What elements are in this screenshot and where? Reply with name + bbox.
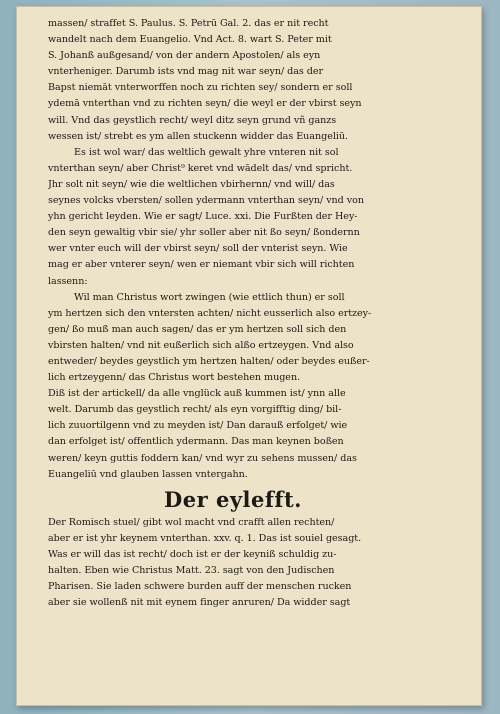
text-line: welt. Darumb das geystlich recht/ als eyn vorgifftig ding/ bil- — [48, 404, 342, 416]
text-line: weren/ keyn guttis foddern kan/ vnd wyr zu sehens mussen/ das — [48, 452, 357, 464]
text-line: massen/ straffet S. Paulus. S. Petrū Gal. 2. das er nit recht — [48, 18, 329, 29]
text-line: S. Johanß außgesand/ von der andern Apostolen/ als eyn — [48, 50, 321, 62]
text-line: wessen ist/ strebt es ym allen stuckenn widder das Euangeliū. — [48, 130, 348, 142]
text-line: aber sie wollenß nit mit eynem finger anruren/ Da widder sagt — [48, 597, 351, 609]
text-line: will. Vnd das geystlich recht/ weyl ditz seyn grund vñ ganzs — [48, 114, 337, 126]
text-line: ym hertzen sich den vntersten achten/ nicht eusserlich also ertzey- — [48, 307, 372, 319]
text-line: entweder/ beydes geystlich ym hertzen halten/ oder beydes eußer- — [48, 355, 370, 367]
text-line: Bapst niemāt vnterworffen noch zu richten sey/ sondern er soll — [48, 82, 353, 94]
text-line: Jhr solt nit seyn/ wie die weltlichen vbirhernn/ vnd will/ das — [48, 178, 335, 190]
text-line: lich ertzeygenn/ das Christus wort bestehen mugen. — [48, 372, 301, 384]
paragraph-2 — [48, 145, 418, 290]
text-line: Wil man Christus wort zwingen (wie ettlich thun) er soll — [74, 291, 345, 303]
text-line: Der Romisch stuel/ gibt wol macht vnd crafft allen rechten/ — [48, 516, 335, 528]
section-heading: Der eylefft. — [164, 486, 302, 512]
text-line: aber er ist yhr keynem vnterthan. xxv. q. 1. Das ist souiel gesagt. — [48, 532, 362, 544]
text-line: mag er aber vnterer seyn/ wen er niemant vbir sich will richten — [48, 259, 355, 271]
body-text — [48, 16, 418, 611]
paragraph-1 — [48, 16, 418, 145]
text-line: lassenn: — [48, 275, 88, 287]
text-line: Was er will das ist recht/ doch ist er der keyniß schuldig zu- — [48, 548, 337, 560]
text-line: yhn gericht leyden. Wie er sagt/ Luce. xxi. Die Furßten der Hey- — [48, 211, 358, 223]
paragraph-4 — [48, 515, 418, 612]
text-line: vnterheniger. Darumb ists vnd mag nit war seyn/ das der — [48, 66, 324, 78]
text-line: vbirsten halten/ vnd nit eußerlich sich alßo ertzeygen. Vnd also — [48, 339, 354, 351]
text-line: ydemā vnterthan vnd zu richten seyn/ die weyl er der vbirst seyn — [48, 98, 362, 110]
text-line: Pharisen. Sie laden schwere burden auff der menschen rucken — [48, 581, 352, 593]
text-line: lich zuuortilgenn vnd zu meyden ist/ Dan darauß erfolget/ wie — [48, 420, 348, 432]
text-line: vnterthan seyn/ aber Christ⁹ keret vnd wādelt das/ vnd spricht. — [48, 162, 353, 174]
document-page — [16, 6, 482, 706]
paragraph-3 — [48, 290, 418, 483]
text-line: Es ist wol war/ das weltlich gewalt yhre vnteren nit sol — [74, 146, 339, 158]
text-line: Diß ist der artickell/ da alle vnglück auß kummen ist/ ynn alle — [48, 388, 346, 400]
text-line: wandelt nach dem Euangelio. Vnd Act. 8. wart S. Peter mit — [48, 34, 332, 46]
text-line: Euangeliū vnd glauben lassen vntergahn. — [48, 468, 248, 480]
text-line: halten. Eben wie Christus Matt. 23. sagt von den Judischen — [48, 565, 335, 576]
text-line: dan erfolget ist/ offentlich ydermann. Das man keynen boßen — [48, 436, 344, 448]
text-line: seynes volcks vbersten/ sollen ydermann vnterthan seyn/ vnd von — [48, 195, 365, 207]
text-line: den seyn gewaltig vbir sie/ yhr soller aber nit ßo seyn/ ßondernn — [48, 227, 360, 239]
text-line: wer vnter euch will der vbirst seyn/ soll der vnterist seyn. Wie — [48, 243, 348, 255]
text-line: gen/ ßo muß man auch sagen/ das er ym hertzen soll sich den — [48, 323, 347, 335]
